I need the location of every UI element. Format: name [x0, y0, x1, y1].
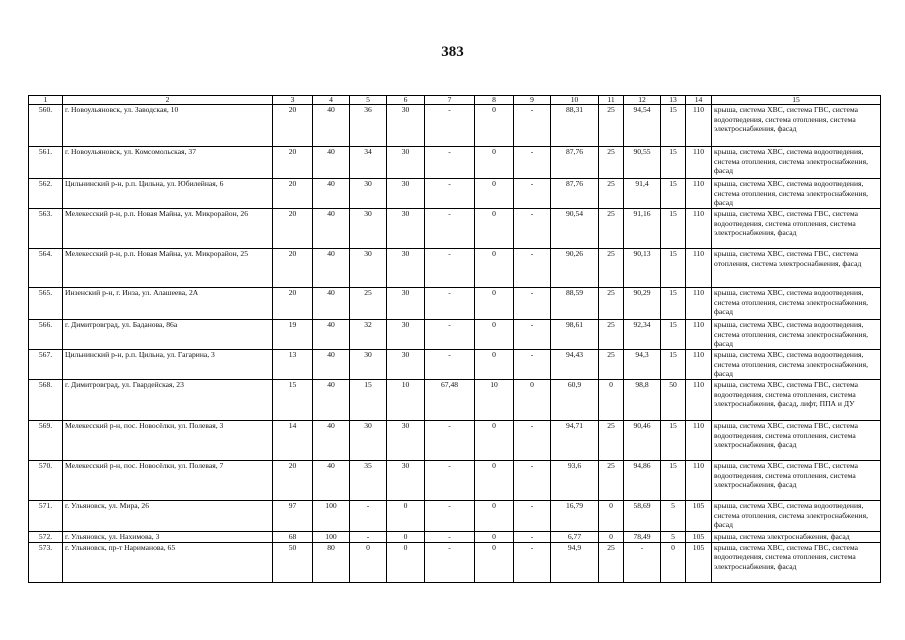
- value-cell: 15: [350, 380, 387, 421]
- column-header-14: 14: [686, 96, 712, 105]
- value-cell: 0: [475, 105, 514, 147]
- row-number-cell: 563.: [29, 209, 63, 249]
- value-cell: 20: [273, 179, 313, 209]
- value-cell: 40: [313, 421, 350, 461]
- works-cell: крыша, система ХВС, система водоотведения, система отопления, система электроснабжения, фасад: [712, 320, 881, 350]
- value-cell: 15: [273, 380, 313, 421]
- works-cell: крыша, система ХВС, система водоотведения, система отопления, система электроснабжения, фасад: [712, 501, 881, 532]
- table-row: [29, 288, 881, 320]
- value-cell: 87,76: [551, 147, 599, 179]
- table-row: [29, 209, 881, 249]
- works-cell: крыша, система ХВС, система ГВС, система водоотведения, система отопления, система электроснабжения, фасад: [712, 421, 881, 461]
- value-cell: 16,79: [551, 501, 599, 532]
- value-cell: 50: [661, 380, 686, 421]
- value-cell: 110: [686, 350, 712, 380]
- value-cell: -: [425, 461, 475, 501]
- value-cell: 25: [599, 320, 624, 350]
- value-cell: 110: [686, 209, 712, 249]
- column-header-13: 13: [661, 96, 686, 105]
- value-cell: 15: [661, 209, 686, 249]
- value-cell: 0: [475, 249, 514, 288]
- value-cell: 40: [313, 105, 350, 147]
- value-cell: 20: [273, 288, 313, 320]
- row-number-cell: 561.: [29, 147, 63, 179]
- value-cell: 90,54: [551, 209, 599, 249]
- value-cell: 105: [686, 501, 712, 532]
- header-row: [29, 96, 881, 105]
- value-cell: 25: [599, 147, 624, 179]
- value-cell: 0: [475, 461, 514, 501]
- value-cell: 90,26: [551, 249, 599, 288]
- value-cell: 93,6: [551, 461, 599, 501]
- value-cell: 0: [599, 532, 624, 543]
- value-cell: -: [425, 542, 475, 582]
- value-cell: -: [514, 532, 551, 543]
- value-cell: 30: [387, 320, 425, 350]
- table-row: [29, 249, 881, 288]
- value-cell: 30: [387, 421, 425, 461]
- row-number-cell: 562.: [29, 179, 63, 209]
- column-header-2: 2: [63, 96, 273, 105]
- value-cell: -: [514, 288, 551, 320]
- value-cell: -: [425, 288, 475, 320]
- value-cell: -: [425, 209, 475, 249]
- address-cell: г. Ульяновск, ул. Нахимова, 3: [63, 532, 273, 543]
- value-cell: 94,43: [551, 350, 599, 380]
- value-cell: 20: [273, 461, 313, 501]
- value-cell: 0: [661, 542, 686, 582]
- value-cell: 30: [387, 209, 425, 249]
- value-cell: 60,9: [551, 380, 599, 421]
- value-cell: 90,46: [624, 421, 661, 461]
- value-cell: 0: [475, 147, 514, 179]
- value-cell: -: [425, 501, 475, 532]
- table-row: [29, 320, 881, 350]
- value-cell: -: [514, 421, 551, 461]
- value-cell: 0: [514, 380, 551, 421]
- value-cell: 58,69: [624, 501, 661, 532]
- value-cell: 0: [599, 501, 624, 532]
- address-cell: Цильнинский р-н, р.п. Цильна, ул. Юбилейная, 6: [63, 179, 273, 209]
- value-cell: -: [514, 350, 551, 380]
- value-cell: 94,9: [551, 542, 599, 582]
- table-row: [29, 179, 881, 209]
- table-row: [29, 542, 881, 582]
- row-number-cell: 568.: [29, 380, 63, 421]
- value-cell: 0: [475, 501, 514, 532]
- value-cell: -: [514, 461, 551, 501]
- value-cell: 94,3: [624, 350, 661, 380]
- value-cell: 0: [475, 350, 514, 380]
- value-cell: 110: [686, 380, 712, 421]
- value-cell: 94,86: [624, 461, 661, 501]
- value-cell: 30: [350, 249, 387, 288]
- value-cell: 0: [387, 532, 425, 543]
- address-cell: г. Ульяновск, пр-т Нариманова, 65: [63, 542, 273, 582]
- value-cell: 87,76: [551, 179, 599, 209]
- value-cell: -: [350, 501, 387, 532]
- value-cell: 19: [273, 320, 313, 350]
- value-cell: 40: [313, 350, 350, 380]
- value-cell: 36: [350, 105, 387, 147]
- address-cell: г. Димитровград, ул. Баданова, 86а: [63, 320, 273, 350]
- table-body: [29, 105, 881, 583]
- value-cell: 34: [350, 147, 387, 179]
- value-cell: 40: [313, 249, 350, 288]
- value-cell: -: [425, 105, 475, 147]
- address-cell: г. Новоульяновск, ул. Заводская, 10: [63, 105, 273, 147]
- row-number-cell: 571.: [29, 501, 63, 532]
- table-row: [29, 105, 881, 147]
- value-cell: 110: [686, 249, 712, 288]
- value-cell: -: [624, 542, 661, 582]
- table-row: [29, 461, 881, 501]
- value-cell: 90,55: [624, 147, 661, 179]
- row-number-cell: 566.: [29, 320, 63, 350]
- works-cell: крыша, система ХВС, система ГВС, система водоотведения, система отопления, система электроснабжения, фасад: [712, 461, 881, 501]
- table-row: [29, 147, 881, 179]
- value-cell: 40: [313, 288, 350, 320]
- value-cell: 6,77: [551, 532, 599, 543]
- row-number-cell: 565.: [29, 288, 63, 320]
- value-cell: 15: [661, 179, 686, 209]
- value-cell: -: [514, 105, 551, 147]
- value-cell: 110: [686, 461, 712, 501]
- value-cell: 40: [313, 147, 350, 179]
- value-cell: 30: [387, 288, 425, 320]
- value-cell: 25: [599, 105, 624, 147]
- column-header-15: 15: [712, 96, 881, 105]
- value-cell: 32: [350, 320, 387, 350]
- value-cell: 50: [273, 542, 313, 582]
- works-cell: крыша, система ХВС, система водоотведения, система отопления, система электроснабжения, фасад: [712, 147, 881, 179]
- row-number-cell: 567.: [29, 350, 63, 380]
- row-number-cell: 564.: [29, 249, 63, 288]
- value-cell: 91,16: [624, 209, 661, 249]
- works-cell: крыша, система ХВС, система водоотведения, система отопления, система электроснабжения, фасад: [712, 179, 881, 209]
- value-cell: -: [350, 532, 387, 543]
- value-cell: -: [514, 542, 551, 582]
- column-header-12: 12: [624, 96, 661, 105]
- value-cell: 30: [387, 350, 425, 380]
- table-row: [29, 501, 881, 532]
- value-cell: 5: [661, 501, 686, 532]
- value-cell: 0: [475, 209, 514, 249]
- address-cell: г. Новоульяновск, ул. Комсомольская, 37: [63, 147, 273, 179]
- value-cell: 15: [661, 105, 686, 147]
- value-cell: 15: [661, 350, 686, 380]
- table-row: [29, 532, 881, 543]
- value-cell: -: [425, 421, 475, 461]
- value-cell: 15: [661, 249, 686, 288]
- column-header-7: 7: [425, 96, 475, 105]
- buildings-table: [28, 95, 881, 583]
- value-cell: 90,29: [624, 288, 661, 320]
- value-cell: 20: [273, 147, 313, 179]
- value-cell: 40: [313, 179, 350, 209]
- value-cell: 30: [350, 421, 387, 461]
- works-cell: крыша, система ХВС, система ГВС, система водоотведения, система отопления, система электроснабжения, фасад: [712, 105, 881, 147]
- value-cell: 110: [686, 320, 712, 350]
- table-row: [29, 350, 881, 380]
- address-cell: Инзенский р-н, г. Инза, ул. Алашеева, 2А: [63, 288, 273, 320]
- value-cell: 30: [350, 179, 387, 209]
- value-cell: 67,48: [425, 380, 475, 421]
- value-cell: 15: [661, 320, 686, 350]
- value-cell: -: [425, 350, 475, 380]
- row-number-cell: 560.: [29, 105, 63, 147]
- value-cell: 25: [350, 288, 387, 320]
- column-header-9: 9: [514, 96, 551, 105]
- value-cell: -: [425, 147, 475, 179]
- value-cell: 0: [475, 421, 514, 461]
- value-cell: 88,59: [551, 288, 599, 320]
- value-cell: 0: [475, 542, 514, 582]
- value-cell: 0: [475, 179, 514, 209]
- value-cell: 15: [661, 421, 686, 461]
- value-cell: 68: [273, 532, 313, 543]
- column-header-1: 1: [29, 96, 63, 105]
- value-cell: 25: [599, 542, 624, 582]
- address-cell: Мелекесский р-н, пос. Новосёлки, ул. Полевая, 7: [63, 461, 273, 501]
- row-number-cell: 573.: [29, 542, 63, 582]
- column-header-5: 5: [350, 96, 387, 105]
- value-cell: 14: [273, 421, 313, 461]
- address-cell: г. Димитровград, ул. Гвардейская, 23: [63, 380, 273, 421]
- works-cell: крыша, система ХВС, система ГВС, система водоотведения, система отопления, система электроснабжения, фасад: [712, 542, 881, 582]
- value-cell: 30: [350, 209, 387, 249]
- page-number: 383: [441, 44, 464, 60]
- value-cell: 30: [387, 179, 425, 209]
- value-cell: 105: [686, 542, 712, 582]
- value-cell: 94,54: [624, 105, 661, 147]
- value-cell: 10: [475, 380, 514, 421]
- value-cell: 97: [273, 501, 313, 532]
- value-cell: 30: [387, 105, 425, 147]
- value-cell: 40: [313, 209, 350, 249]
- address-cell: Мелекесский р-н, р.п. Новая Майна, ул. Микрорайон, 26: [63, 209, 273, 249]
- value-cell: 5: [661, 532, 686, 543]
- value-cell: 80: [313, 542, 350, 582]
- value-cell: 25: [599, 288, 624, 320]
- address-cell: Мелекесский р-н, р.п. Новая Майна, ул. Микрорайон, 25: [63, 249, 273, 288]
- value-cell: 30: [387, 147, 425, 179]
- row-number-cell: 570.: [29, 461, 63, 501]
- column-header-10: 10: [551, 96, 599, 105]
- value-cell: 98,61: [551, 320, 599, 350]
- value-cell: 0: [475, 320, 514, 350]
- value-cell: 105: [686, 532, 712, 543]
- value-cell: 13: [273, 350, 313, 380]
- value-cell: 0: [350, 542, 387, 582]
- value-cell: -: [514, 249, 551, 288]
- value-cell: 0: [599, 380, 624, 421]
- value-cell: 20: [273, 209, 313, 249]
- value-cell: 100: [313, 532, 350, 543]
- value-cell: 110: [686, 179, 712, 209]
- value-cell: -: [514, 501, 551, 532]
- column-header-3: 3: [273, 96, 313, 105]
- column-header-8: 8: [475, 96, 514, 105]
- value-cell: -: [514, 209, 551, 249]
- value-cell: 110: [686, 147, 712, 179]
- value-cell: -: [514, 179, 551, 209]
- column-header-11: 11: [599, 96, 624, 105]
- value-cell: 30: [387, 461, 425, 501]
- value-cell: 94,71: [551, 421, 599, 461]
- row-number-cell: 569.: [29, 421, 63, 461]
- value-cell: 88,31: [551, 105, 599, 147]
- value-cell: -: [425, 179, 475, 209]
- address-cell: г. Ульяновск, ул. Мира, 26: [63, 501, 273, 532]
- address-cell: Мелекесский р-н, пос. Новосёлки, ул. Полевая, 3: [63, 421, 273, 461]
- works-cell: крыша, система ХВС, система водоотведения, система отопления, система электроснабжения, фасад: [712, 350, 881, 380]
- value-cell: 25: [599, 350, 624, 380]
- value-cell: -: [425, 320, 475, 350]
- value-cell: 110: [686, 421, 712, 461]
- column-header-6: 6: [387, 96, 425, 105]
- value-cell: 110: [686, 105, 712, 147]
- table-row: [29, 421, 881, 461]
- works-cell: крыша, система ХВС, система ГВС, система водоотведения, система отопления, система электроснабжения, фасад: [712, 209, 881, 249]
- value-cell: 25: [599, 209, 624, 249]
- row-number-cell: 572.: [29, 532, 63, 543]
- value-cell: 25: [599, 421, 624, 461]
- value-cell: 20: [273, 249, 313, 288]
- value-cell: 92,34: [624, 320, 661, 350]
- value-cell: 100: [313, 501, 350, 532]
- value-cell: 98,8: [624, 380, 661, 421]
- value-cell: -: [425, 532, 475, 543]
- value-cell: 78,49: [624, 532, 661, 543]
- value-cell: 0: [387, 542, 425, 582]
- address-cell: Цильнинский р-н, р.п. Цильна, ул. Гагарина, 3: [63, 350, 273, 380]
- value-cell: 25: [599, 249, 624, 288]
- works-cell: крыша, система ХВС, система водоотведения, система отопления, система электроснабжения, фасад: [712, 288, 881, 320]
- value-cell: 40: [313, 380, 350, 421]
- works-cell: крыша, система ХВС, система ГВС, система отопления, система электроснабжения, фасад: [712, 249, 881, 288]
- value-cell: 25: [599, 461, 624, 501]
- value-cell: 10: [387, 380, 425, 421]
- value-cell: 0: [475, 532, 514, 543]
- value-cell: -: [514, 320, 551, 350]
- value-cell: -: [425, 249, 475, 288]
- value-cell: 90,13: [624, 249, 661, 288]
- table-row: [29, 380, 881, 421]
- value-cell: 0: [475, 288, 514, 320]
- value-cell: 15: [661, 461, 686, 501]
- value-cell: 30: [350, 350, 387, 380]
- value-cell: 40: [313, 461, 350, 501]
- value-cell: 91,4: [624, 179, 661, 209]
- value-cell: 35: [350, 461, 387, 501]
- value-cell: 30: [387, 249, 425, 288]
- value-cell: 0: [387, 501, 425, 532]
- value-cell: 15: [661, 147, 686, 179]
- value-cell: 15: [661, 288, 686, 320]
- column-header-4: 4: [313, 96, 350, 105]
- value-cell: 40: [313, 320, 350, 350]
- value-cell: -: [514, 147, 551, 179]
- value-cell: 20: [273, 105, 313, 147]
- value-cell: 110: [686, 288, 712, 320]
- works-cell: крыша, система ХВС, система ГВС, система водоотведения, система отопления, система электроснабжения, фасад, лифт, ППА и ДУ: [712, 380, 881, 421]
- works-cell: крыша, система электроснабжения, фасад: [712, 532, 881, 543]
- value-cell: 25: [599, 179, 624, 209]
